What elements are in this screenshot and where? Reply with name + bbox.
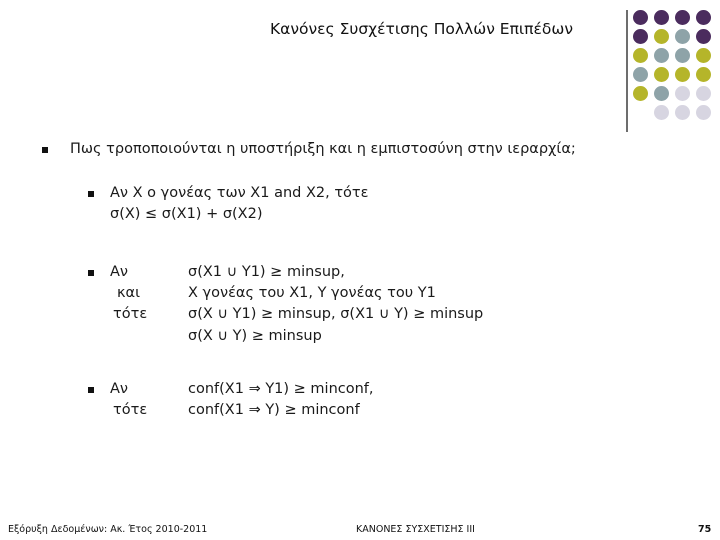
bullet-1-line-1: Αν Χ ο γονέας των X1 and X2, τότε [110,185,369,201]
footer-course: Εξόρυξη Δεδομένων: Ακ. Έτος 2010-2011 [8,524,208,535]
dot [654,48,669,63]
bullet-2-label-then: τότε [113,306,148,322]
bullet-square [88,387,94,393]
dot [696,67,711,82]
dot [696,29,711,44]
dot [675,67,690,82]
dot [696,105,711,120]
bullet-3-label-then: τότε [113,402,148,418]
dot [654,105,669,120]
decorative-dot-grid [633,10,717,122]
bullet-3-line-1: conf(X1 ⇒ Y1) ≥ minconf, [188,381,374,397]
dot [654,67,669,82]
dot [675,48,690,63]
dot [696,48,711,63]
dot [633,86,648,101]
dot [633,10,648,25]
main-question: Πως τροποποιούνται η υποστήριξη και η εμπιστοσύνη στην ιεραρχία; [70,141,576,157]
bullet-2-line-1: σ(X1 ∪ Y1) ≥ minsup, [188,264,345,280]
dot [696,86,711,101]
bullet-square [88,270,94,276]
bullet-3-label-if: Αν [110,381,129,397]
dot [696,10,711,25]
bullet-2-line-4: σ(X ∪ Y) ≥ minsup [188,328,322,344]
dot [633,29,648,44]
dot [675,105,690,120]
dot [675,29,690,44]
dot [654,29,669,44]
bullet-2-label-and: και [117,285,141,301]
dot [675,10,690,25]
dot [654,10,669,25]
dot [633,67,648,82]
bullet-2-line-3: σ(X ∪ Y1) ≥ minsup, σ(X1 ∪ Y) ≥ minsup [188,306,484,322]
bullet-2-label-if: Αν [110,264,129,280]
slide-title: Κανόνες Συσχέτισης Πολλών Επιπέδων [270,20,573,38]
dot [633,48,648,63]
bullet-square [88,191,94,197]
page-number: 75 [698,524,712,535]
footer-topic: ΚΑΝΟΝΕΣ ΣΥΣΧΕΤΙΣΗΣ ΙΙΙ [356,524,475,535]
bullet-square [42,147,48,153]
bullet-1-line-2: σ(X) ≤ σ(X1) + σ(X2) [110,206,263,222]
dot [675,86,690,101]
title-divider [626,10,628,132]
bullet-2-line-2: X γονέας του X1, Y γονέας του Y1 [188,285,436,301]
bullet-3-line-2: conf(X1 ⇒ Y) ≥ minconf [188,402,360,418]
dot [654,86,669,101]
